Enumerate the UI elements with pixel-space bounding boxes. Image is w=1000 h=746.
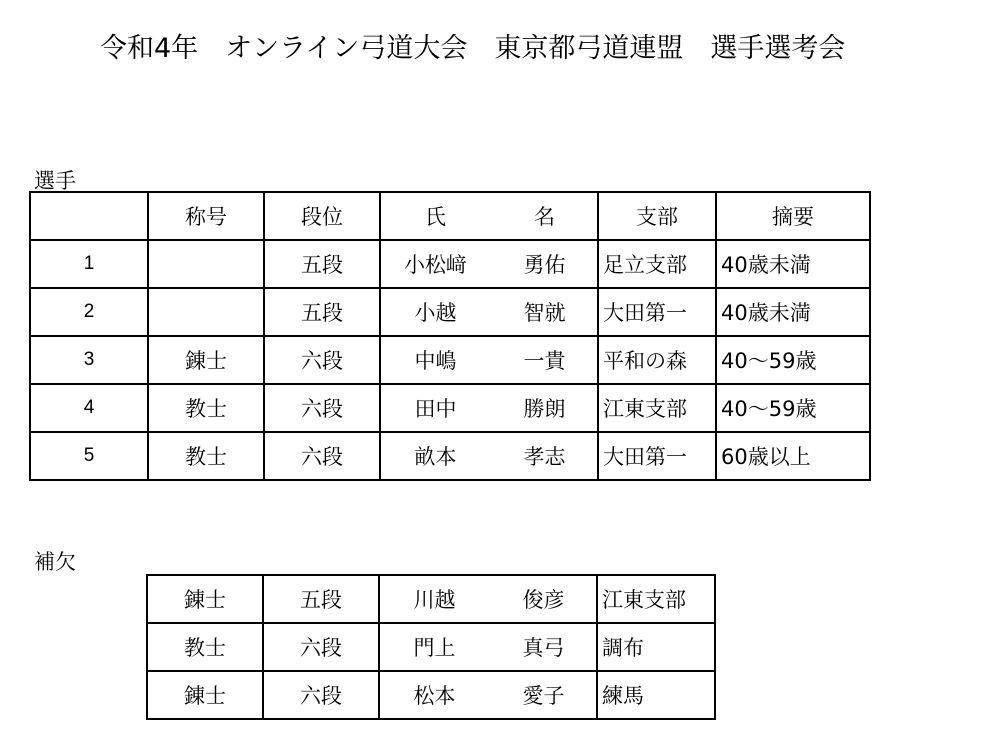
row-dan: 六段 (264, 384, 380, 432)
row-branch: 調布 (597, 623, 715, 671)
row-number: 3 (30, 336, 148, 384)
header-rank-title: 称号 (148, 192, 264, 240)
row-branch: 江東支部 (597, 575, 715, 623)
row-given-name: 孝志 (523, 445, 566, 469)
row-rank-title (148, 288, 264, 336)
row-rank-title: 教士 (147, 623, 263, 671)
row-rank-title: 錬士 (147, 671, 263, 719)
row-dan: 六段 (263, 623, 379, 671)
row-name (380, 384, 598, 432)
header-no (30, 192, 148, 240)
row-branch: 平和の森 (598, 336, 716, 384)
header-dan: 段位 (264, 192, 380, 240)
row-note: 40～59歳 (716, 384, 870, 432)
row-rank-title: 教士 (148, 384, 264, 432)
row-name (380, 240, 598, 288)
row-name (380, 432, 598, 480)
row-rank-title (148, 240, 264, 288)
header-note: 摘要 (716, 192, 870, 240)
row-number: 4 (30, 384, 148, 432)
row-branch: 大田第一 (598, 288, 716, 336)
players-table (29, 191, 871, 481)
row-given-name: 勇佑 (523, 253, 566, 277)
row-given-name: 真弓 (522, 636, 565, 660)
substitutes-section-label: 補欠 (34, 550, 76, 574)
row-name (380, 288, 598, 336)
row-dan: 五段 (264, 288, 380, 336)
table-row (30, 384, 870, 432)
row-family-name: 畝本 (414, 445, 457, 469)
row-name (379, 671, 597, 719)
row-family-name: 中嶋 (414, 349, 457, 373)
row-note: 40歳未満 (716, 288, 870, 336)
row-name (379, 623, 597, 671)
row-note: 60歳以上 (716, 432, 870, 480)
table-row (30, 240, 870, 288)
row-rank-title: 錬士 (147, 575, 263, 623)
page-title: 令和4年 オンライン弓道大会 東京都弓道連盟 選手選考会 (100, 33, 846, 64)
row-dan: 五段 (263, 575, 379, 623)
header-branch: 支部 (598, 192, 716, 240)
row-given-name: 勝朗 (523, 397, 566, 421)
header-family-name: 氏 (425, 205, 446, 229)
row-dan: 六段 (264, 432, 380, 480)
header-given-name: 名 (534, 205, 555, 229)
row-name (379, 575, 597, 623)
row-dan: 六段 (264, 336, 380, 384)
row-family-name: 小越 (414, 301, 457, 325)
row-dan: 五段 (264, 240, 380, 288)
players-section-label: 選手 (34, 169, 76, 193)
row-number: 5 (30, 432, 148, 480)
row-given-name: 俊彦 (522, 588, 565, 612)
row-branch: 練馬 (597, 671, 715, 719)
row-branch: 足立支部 (598, 240, 716, 288)
substitutes-table (146, 574, 716, 720)
table-header-row (30, 192, 870, 240)
table-row (30, 336, 870, 384)
row-note: 40歳未満 (716, 240, 870, 288)
row-given-name: 一貴 (523, 349, 566, 373)
row-given-name: 愛子 (522, 684, 565, 708)
row-rank-title: 教士 (148, 432, 264, 480)
header-name (380, 192, 598, 240)
row-dan: 六段 (263, 671, 379, 719)
row-branch: 大田第一 (598, 432, 716, 480)
row-branch: 江東支部 (598, 384, 716, 432)
row-rank-title: 錬士 (148, 336, 264, 384)
row-number: 1 (30, 240, 148, 288)
row-family-name: 小松﨑 (404, 253, 467, 277)
table-row (147, 575, 715, 623)
row-family-name: 川越 (413, 588, 456, 612)
table-row (30, 432, 870, 480)
row-note: 40～59歳 (716, 336, 870, 384)
table-row (147, 623, 715, 671)
row-given-name: 智就 (523, 301, 566, 325)
table-row (147, 671, 715, 719)
row-name (380, 336, 598, 384)
row-family-name: 門上 (413, 636, 456, 660)
row-family-name: 松本 (413, 684, 456, 708)
table-row (30, 288, 870, 336)
row-family-name: 田中 (414, 397, 457, 421)
row-number: 2 (30, 288, 148, 336)
